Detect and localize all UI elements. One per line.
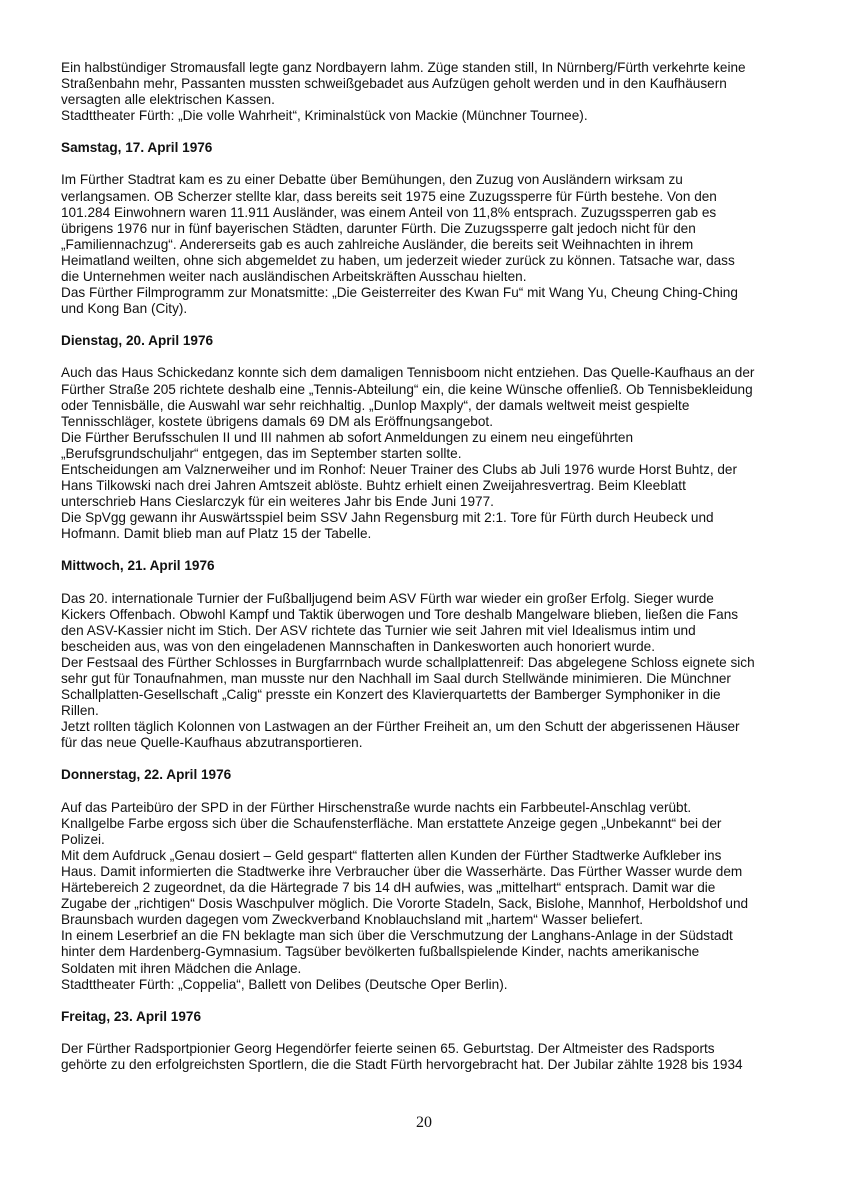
text-line: Im Fürther Stadtrat kam es zu einer Debatte über Bemühungen, den Zuzug von Ausländern wirksam zu	[61, 172, 683, 188]
text-line: Hofmann. Damit blieb man auf Platz 15 der Tabelle.	[61, 526, 372, 542]
text-line: Tennisschläger, kostete übrigens damals 69 DM als Eröffnungsangebot.	[61, 413, 493, 429]
text-line: Soldaten mit ihren Mädchen die Anlage.	[61, 960, 302, 976]
section-body-dienstag	[61, 365, 791, 542]
text-line: Knallgelbe Farbe ergoss sich über die Schaufensterfläche. Man erstattete Anzeige gegen „Unbekannt“ bei der	[61, 815, 722, 831]
section-heading-donnerstag: Donnerstag, 22. April 1976	[61, 767, 232, 783]
text-line: Braunsbach wurden dagegen vom Zweckverband Knoblauchsland mit „hartem“ Wasser beliefert.	[61, 912, 644, 928]
text-line: Zugabe der „richtigen“ Dosis Waschpulver möglich. Die Vororte Stadeln, Sack, Bislohe, Mannhof, Herboldshof und	[61, 896, 749, 912]
text-line: Mit dem Aufdruck „Genau dosiert – Geld gespart“ flatterten allen Kunden der Fürther Stadtwerke Aufkleber ins	[61, 847, 722, 863]
text-line: Das 20. internationale Turnier der Fußballjugend beim ASV Fürth war wieder ein großer Erfolg. Sieger wurde	[61, 590, 714, 606]
text-line: Hans Tilkowski nach drei Jahren Amtszeit ablöste. Buhtz erhielt einen Zweijahresvertrag. Beim Kleeblatt	[61, 478, 686, 494]
text-line: Der Festsaal des Fürther Schlosses in Burgfarrnbach wurde schallplattenreif: Das abgelegene Schloss eignete sich	[61, 654, 755, 670]
text-line: Entscheidungen am Valznerweiher und im Ronhof: Neuer Trainer des Clubs ab Juli 1976 wurde Horst Buhtz, der	[61, 461, 738, 477]
text-line: In einem Leserbrief an die FN beklagte man sich über die Verschmutzung der Langhans-Anlage in der Südstadt	[61, 928, 733, 944]
text-line: und Kong Ban (City).	[61, 301, 188, 317]
text-line: Ein halbstündiger Stromausfall legte ganz Nordbayern lahm. Züge standen still, In Nürnberg/Fürth verkehrte keine	[61, 60, 746, 75]
section-body-freitag	[61, 1041, 791, 1073]
page-number: 20	[416, 1114, 432, 1131]
section-heading-dienstag: Dienstag, 20. April 1976	[61, 333, 214, 349]
text-line: oder Tennisbälle, die Auswahl war sehr reichhaltig. „Dunlop Maxply“, der damals weltweit meist gespielte	[61, 397, 690, 413]
text-line: Jetzt rollten täglich Kolonnen von Lastwagen an der Fürther Freiheit an, um den Schutt der abgerissenen Häuser	[61, 719, 740, 735]
section-body-samstag	[61, 172, 791, 317]
section-heading-mittwoch: Mittwoch, 21. April 1976	[61, 558, 215, 574]
section-body-mittwoch	[61, 591, 791, 752]
text-line: sehr gut für Tonaufnahmen, man musste nur den Nachhall im Saal durch Stellwände minimieren. Die Münchner	[61, 671, 731, 686]
text-line: Schallplatten-Gesellschaft „Calig“ presste ein Konzert des Klavierquartetts der Bamberger Symphoniker in die	[61, 687, 721, 703]
text-line: Heimatland weilten, ohne sich abgemeldet zu haben, um jederzeit wieder zurück zu können. Tatsache war, dass	[61, 252, 735, 268]
text-line: Das Fürther Filmprogramm zur Monatsmitte: „Die Geisterreiter des Kwan Fu“ mit Wang Yu, Cheung Ching-Ching	[61, 285, 738, 301]
text-line: Die Fürther Berufsschulen II und III nahmen ab sofort Anmeldungen zu einem neu eingeführten	[61, 429, 634, 445]
text-line: unterschrieb Hans Cieslarczyk für ein weiteres Jahr bis Ende Juni 1977.	[61, 494, 494, 510]
text-line: Fürther Straße 205 richtete deshalb eine „Tennis-Abteilung“ ein, die keine Wünsche offenließ. Ob Tennisbekleidung	[61, 381, 753, 397]
text-line: Rillen.	[61, 703, 99, 719]
text-line: Polizei.	[61, 831, 105, 847]
intro-paragraph	[61, 60, 791, 124]
text-line: Straßenbahn mehr, Passanten mussten schweißgebadet aus Aufzügen geholt werden und in den Kaufhäusern	[61, 76, 727, 92]
text-line: übrigens 1976 nur in fünf bayerischen Städten, darunter Fürth. Die Zuzugssperre galt jedoch nicht für den	[61, 220, 696, 236]
section-heading-freitag: Freitag, 23. April 1976	[61, 1008, 202, 1024]
text-line: den ASV-Kassier nicht im Stich. Der ASV richtete das Turnier wie seit Jahren mit viel Idealismus intim und	[61, 622, 696, 638]
text-line: Der Fürther Radsportpionier Georg Hegendörfer feierte seinen 65. Geburtstag. Der Altmeister des Radsports	[61, 1040, 715, 1056]
text-line: gehörte zu den erfolgreichsten Sportlern, die die Stadt Fürth hervorgebracht hat. Der Jubilar zählte 1928 bis 1934	[61, 1056, 743, 1072]
text-line: Kickers Offenbach. Obwohl Kampf und Taktik überwogen und Tore deshalb Mangelware blieben, ließen die Fans	[61, 606, 739, 622]
text-line: Auch das Haus Schickedanz konnte sich dem damaligen Tennisboom nicht entziehen. Das Quelle-Kaufhaus an der	[61, 365, 755, 381]
page-body	[61, 60, 791, 1073]
text-line: versagten alle elektrischen Kassen.	[61, 92, 275, 108]
text-line: Die SpVgg gewann ihr Auswärtsspiel beim SSV Jahn Regensburg mit 2:1. Tore für Fürth durch Heubeck und	[61, 510, 714, 526]
text-line: 101.284 Einwohnern waren 11.911 Ausländer, was einem Anteil von 11,8% entsprach. Zuzugssperren gab es	[61, 204, 717, 220]
section-body-donnerstag	[61, 800, 791, 993]
section-heading-samstag: Samstag, 17. April 1976	[61, 140, 213, 156]
text-line: Haus. Damit informierten die Stadtwerke ihre Verbraucher über die Wasserhärte. Das Fürther Wasser wurde dem	[61, 863, 743, 879]
text-line: Auf das Parteibüro der SPD in der Fürther Hirschenstraße wurde nachts ein Farbbeutel-Anschlag verübt.	[61, 799, 692, 815]
text-line: Stadttheater Fürth: „Coppelia“, Ballett von Delibes (Deutsche Oper Berlin).	[61, 976, 508, 992]
text-line: die Unternehmen weiter nach ausländischen Arbeitskräften Ausschau hielten.	[61, 269, 527, 285]
text-line: „Berufsgrundschuljahr“ entgegen, das im September starten sollte.	[61, 445, 462, 461]
text-line: „Familiennachzug“. Andererseits gab es auch zahlreiche Ausländer, die bereits seit Weihnachten in ihrem	[61, 236, 694, 252]
text-line: verlangsamen. OB Scherzer stellte klar, dass bereits seit 1975 eine Zuzugssperre für Fürth bestehe. Von den	[61, 188, 717, 204]
text-line: hinter dem Hardenberg-Gymnasium. Tagsüber bevölkerten fußballspielende Kinder, nachts amerikanische	[61, 944, 700, 960]
text-line: bescheiden aus, was von den eingeladenen Mannschaften in Dankesworten auch honoriert wurde.	[61, 638, 655, 654]
text-line: Stadttheater Fürth: „Die volle Wahrheit“, Kriminalstück von Mackie (Münchner Tournee).	[61, 108, 588, 124]
text-line: Härtebereich 2 zugeordnet, da die Härtegrade 7 bis 14 dH aufwies, was „mittelhart“ entsprach. Damit war die	[61, 880, 716, 896]
text-line: für das neue Quelle-Kaufhaus abzutransportieren.	[61, 735, 363, 751]
